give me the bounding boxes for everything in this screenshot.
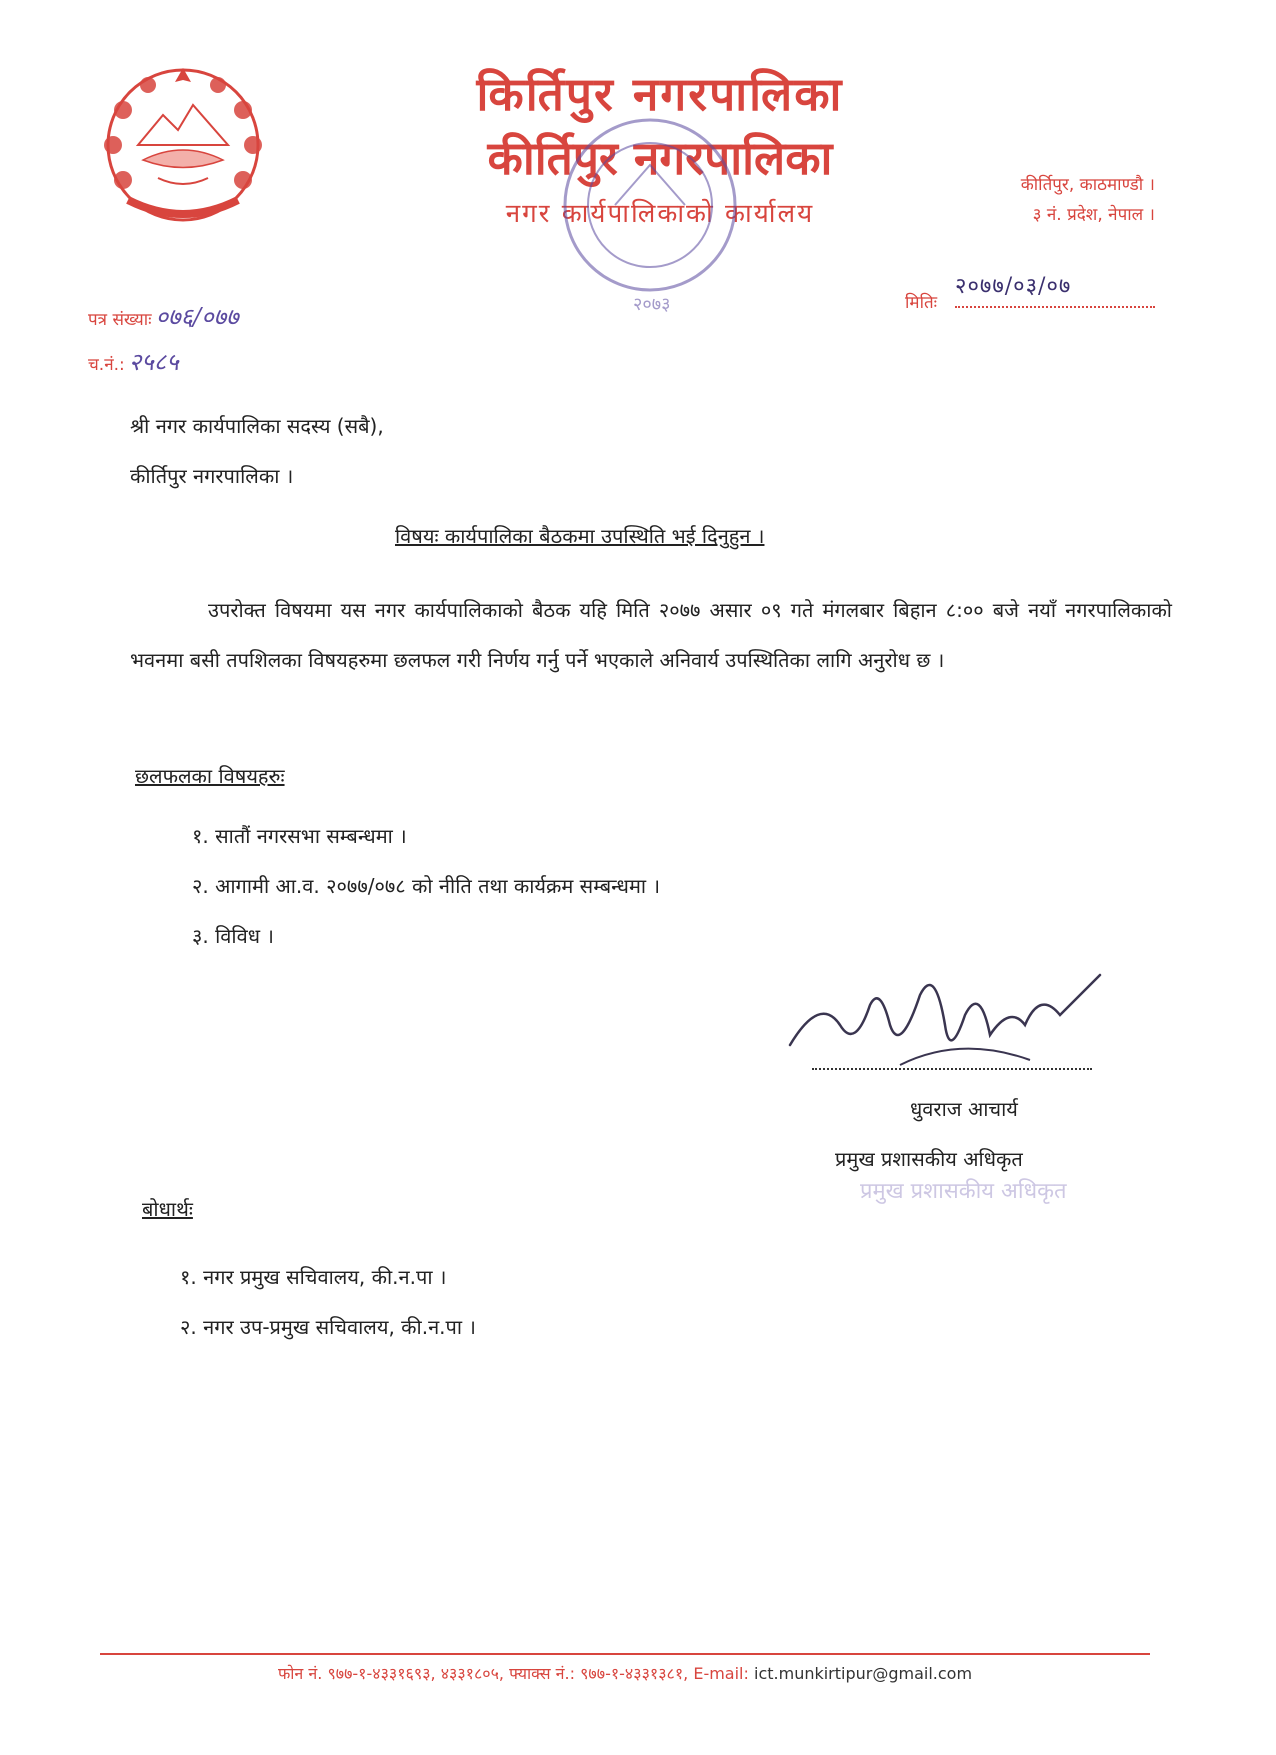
dispatch-number [88,345,179,378]
footer-rule [100,1653,1150,1655]
office-address [955,170,1155,230]
letter-number [88,300,239,333]
dispatch-number-value: २५८५ [128,348,179,376]
letter-number-value: ०७६/०७७ [155,303,239,331]
cc-item: २. नगर उप-प्रमुख सचिवालय, की.न.पा । [180,1315,477,1339]
discussion-item: ३. विविध । [192,924,274,948]
cc-item: १. नगर प्रमुख सचिवालय, की.न.पा । [180,1265,447,1289]
cc-heading: बोधार्थः [142,1197,193,1221]
footer-email: ict.munkirtipur@gmail.com [754,1664,973,1683]
signatory-title-stamp: प्रमुख प्रशासकीय अधिकृत [860,1179,1067,1204]
nepal-emblem-logo [88,60,278,230]
discussion-heading: छलफलका विषयहरुः [135,764,285,788]
date-dotted-line [955,306,1155,308]
footer-contact [100,1662,1150,1684]
signatory-name: धुवराज आचार्य [910,1097,1018,1121]
letterhead-title-line1: किर्तिपुर नगरपालिका [476,67,844,121]
handwritten-signature [780,965,1110,1085]
subject-line: विषयः कार्यपालिका बैठकमा उपस्थिति भई दिनुहुन । [395,524,765,548]
date-label: मितिः [905,293,938,313]
body-paragraph: उपरोक्त विषयमा यस नगर कार्यपालिकाको बैठक यहि मिति २०७७ असार ०९ गते मंगलबार बिहान ८:०० बजे नयाँ नगरपालिकाको भवनमा बसी तपशिलका विषयहरुमा छलफल गरी निर्णय गर्नु पर्ने भएकाले अनिवार्य उपस्थितिका लागि अनुरोध छ । [130,598,1172,672]
footer-contact-text: फोन नं. ९७७-१-४३३१६९३, ४३३१८०५, फ्याक्स नं.: ९७७-१-४३३१३८१, E-mail: [277,1664,749,1683]
date-value: २०७७/०३/०७ [955,274,1072,299]
address-line2: ३ नं. प्रदेश, नेपाल । [1032,205,1155,225]
seal-year: २०७३ [633,294,671,315]
office-seal-stamp [555,110,750,320]
signature-dotted-line [812,1068,1092,1070]
letterhead-title-line2: कीर्तिपुर नगरपालिका [487,131,833,185]
recipient-line1: श्री नगर कार्यपालिका सदस्य (सबै), [130,414,384,438]
recipient-line2: कीर्तिपुर नगरपालिका । [130,464,294,488]
signatory-title: प्रमुख प्रशासकीय अधिकृत [835,1147,1023,1171]
letterhead-office-name: नगर कार्यपालिकाको कार्यालय [505,199,815,229]
address-line1: कीर्तिपुर, काठमाण्डौ । [1020,175,1155,195]
dispatch-number-label: च.नं.: [88,355,125,375]
letter-number-label: पत्र संख्याः [88,310,152,330]
discussion-item: १. सातौं नगरसभा सम्बन्धमा । [192,824,407,848]
discussion-item: २. आगामी आ.व. २०७७/०७८ को नीति तथा कार्यक्रम सम्बन्धमा । [192,874,661,898]
